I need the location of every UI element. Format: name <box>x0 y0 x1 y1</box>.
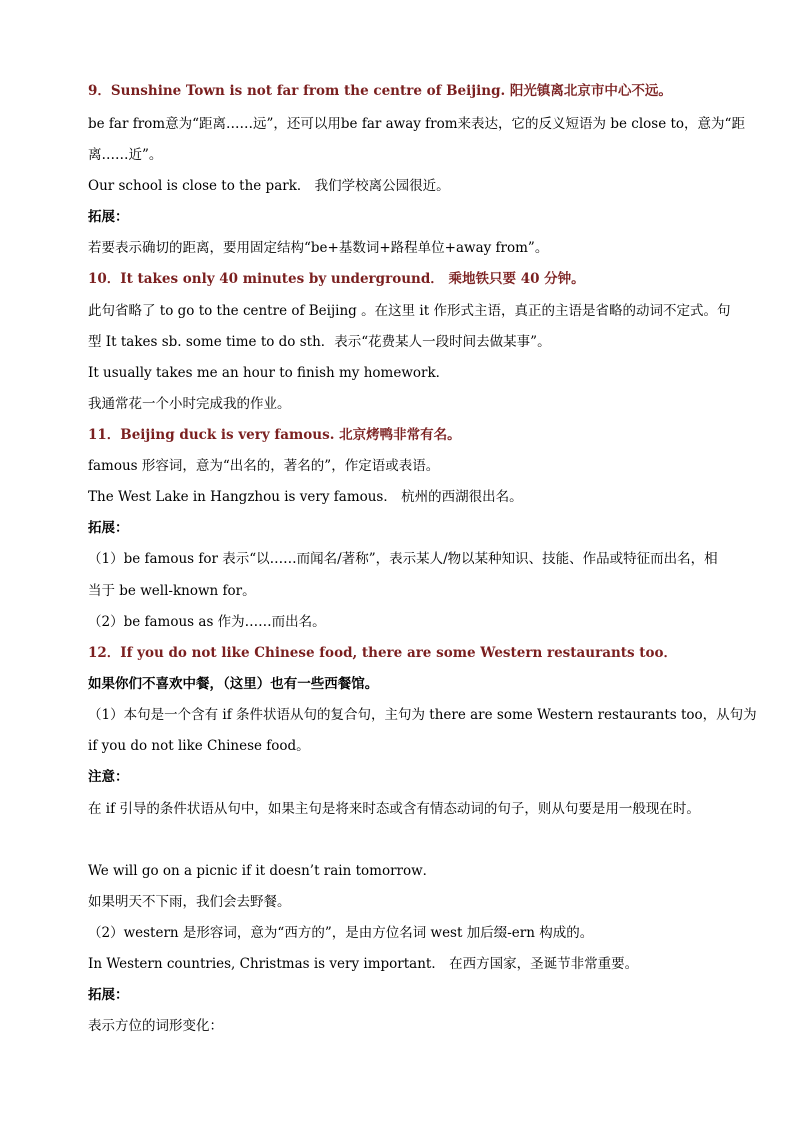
paragraph-line: 型 It takes sb. some time to do sth．表示“花费某人一段时间去做某事”。 <box>88 334 551 350</box>
paragraph-line: 此句省略了 to go to the centre of Beijing 。在这里 it 作形式主语，真正的主语是省略的动词不定式。句 <box>88 303 731 319</box>
example-sentence: In Western countries, Christmas is very important． 在西方国家，圣诞节非常重要。 <box>88 956 639 972</box>
example-sentence: Our school is close to the park． 我们学校离公园很近。 <box>88 178 450 194</box>
example-sentence: We will go on a picnic if it doesn’t rain tomorrow． <box>88 863 437 879</box>
extension-label: 拓展： <box>88 209 129 225</box>
note-label: 注意： <box>88 769 129 785</box>
example-sentence: The West Lake in Hangzhou is very famous． 杭州的西湖很出名。 <box>88 489 523 505</box>
heading-item-10: 10．It takes only 40 minutes by underground． 乘地铁只要 40 分钟。 <box>88 271 585 287</box>
paragraph-line: 若要表示确切的距离，要用固定结构“be+基数词+路程单位+away from”。 <box>88 240 549 256</box>
example-translation: 如果明天不下雨，我们会去野餐。 <box>88 894 291 910</box>
paragraph-line: 表示方位的词形变化： <box>88 1018 223 1034</box>
paragraph-line: famous 形容词，意为“出名的，著名的”，作定语或表语。 <box>88 458 440 474</box>
example-sentence: It usually takes me an hour to finish my homework． <box>88 365 450 381</box>
heading-translation: 如果你们不喜欢中餐，（这里）也有一些西餐馆。 <box>88 676 379 692</box>
heading-item-9: 9．Sunshine Town is not far from the centre of Beijing. 阳光镇离北京市中心不远。 <box>88 83 672 99</box>
example-translation: 我通常花一个小时完成我的作业。 <box>88 396 291 412</box>
extension-label: 拓展： <box>88 520 129 536</box>
paragraph-line: （1）be famous for 表示“以……而闻名/著称”，表示某人/物以某种知识、技能、作品或特征而出名，相 <box>88 551 718 567</box>
extension-label: 拓展： <box>88 987 129 1003</box>
paragraph-line: 离……近”。 <box>88 147 163 163</box>
paragraph-line: if you do not like Chinese food。 <box>88 738 310 754</box>
paragraph-line: 当于 be well-known for。 <box>88 583 256 599</box>
paragraph-line: （2）be famous as 作为……而出名。 <box>88 614 326 630</box>
paragraph-line: （1）本句是一个含有 if 条件状语从句的复合句，主句为 there are some Western restaurants too，从句为 <box>88 707 757 723</box>
paragraph-line: （2）western 是形容词，意为“西方的”，是由方位名词 west 加后缀-ern 构成的。 <box>88 925 594 941</box>
paragraph-line: be far from意为“距离……远”，还可以用be far away from来表达，它的反义短语为 be close to，意为“距 <box>88 116 745 132</box>
paragraph-line: 在 if 引导的条件状语从句中，如果主句是将来时态或含有情态动词的句子，则从句要是用一般现在时。 <box>88 801 700 817</box>
heading-item-11: 11．Beijing duck is very famous. 北京烤鸭非常有名。 <box>88 427 461 443</box>
heading-item-12: 12．If you do not like Chinese food, there are some Western restaurants too． <box>88 645 678 661</box>
